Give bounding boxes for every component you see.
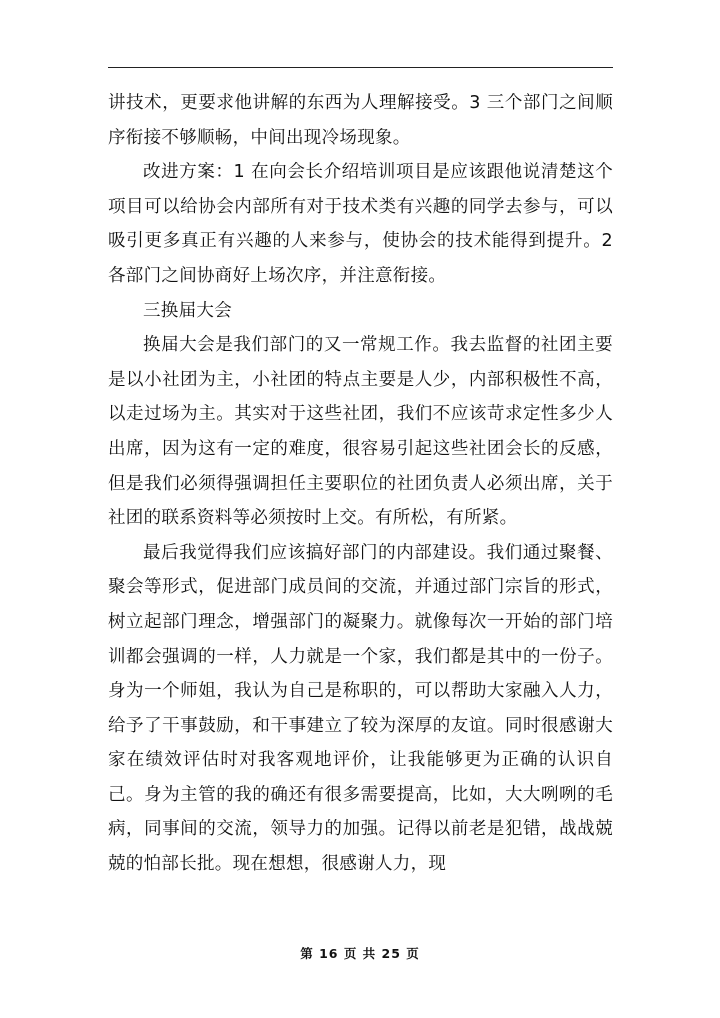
- paragraph-improvement-plan: 改进方案：1 在向会长介绍培训项目是应该跟他说清楚这个项目可以给协会内部所有对于技术类有兴趣的同学去参与，可以吸引更多真正有兴趣的人来参与，使协会的技术能得到提升。2 各部门之间协商好上场次序，并注意衔接。: [108, 162, 613, 286]
- paragraph-continuation: 讲技术，更要求他讲解的东西为人理解接受。3 三个部门之间顺序衔接不够顺畅，中间出现冷场现象。: [108, 93, 613, 148]
- paragraph-internal-building: 最后我觉得我们应该搞好部门的内部建设。我们通过聚餐、聚会等形式，促进部门成员间的交流，并通过部门宗旨的形式，树立起部门理念，增强部门的凝聚力。就像每次一开始的部门培训都会强调的一样，人力就是一个家，我们都是其中的一份子。身为一个师姐，我认为自己是称职的，可以帮助大家融入人力，给予了干事鼓励，和干事建立了较为深厚的友谊。同时很感谢大家在绩效评估时对我客观地评价，让我能够更为正确的认识自己。身为主管的我的确还有很多需要提高，比如，大大咧咧的毛病，同事间的交流，领导力的加强。记得以前老是犯错，战战兢兢的怕部长批。现在想想，很感谢人力，现: [108, 542, 613, 875]
- page-number-footer: 第 16 页 共 25 页: [300, 946, 420, 961]
- header-rule: [108, 67, 613, 68]
- section-heading-election-meeting: 三换届大会: [143, 300, 232, 321]
- document-body: [108, 86, 613, 882]
- paragraph-election-meeting: 换届大会是我们部门的又一常规工作。我去监督的社团主要是以小社团为主，小社团的特点主要是人少，内部积极性不高，以走过场为主。其实对于这些社团，我们不应该苛求定性多少人出席，因为这有一定的难度，很容易引起这些社团会长的反感，但是我们必须得强调担任主要职位的社团负责人必须出席，关于社团的联系资料等必须按时上交。有所松，有所紧。: [108, 335, 613, 529]
